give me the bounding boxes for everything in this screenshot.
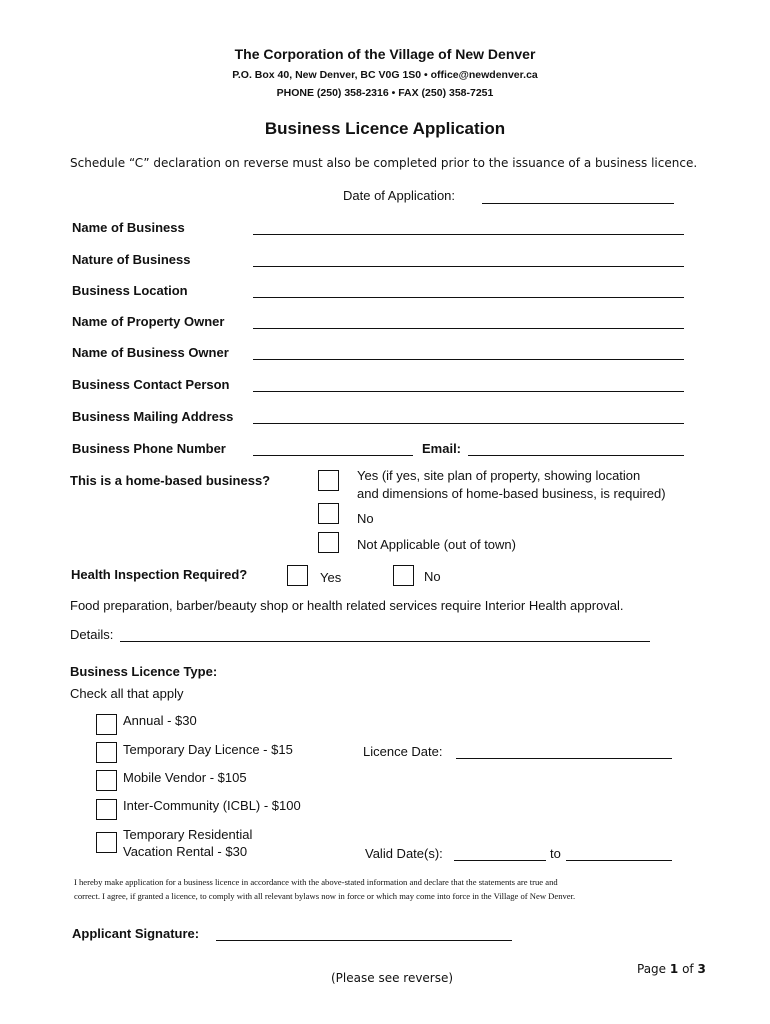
page-of: of	[682, 962, 694, 976]
temporary-day-checkbox[interactable]	[96, 742, 117, 763]
health-yes-label: Yes	[320, 570, 342, 585]
business-owner-label: Name of Business Owner	[72, 345, 229, 360]
phone-number-label: Business Phone Number	[72, 441, 226, 456]
mailing-address-field[interactable]	[253, 423, 684, 424]
signature-field[interactable]	[216, 940, 512, 941]
property-owner-label: Name of Property Owner	[72, 314, 225, 329]
inter-community-checkbox[interactable]	[96, 799, 117, 820]
business-location-label: Business Location	[72, 283, 188, 298]
mailing-address-label: Business Mailing Address	[72, 409, 234, 424]
home-based-question: This is a home-based business?	[70, 473, 271, 488]
contact-person-label: Business Contact Person	[72, 377, 230, 392]
licence-type-heading: Business Licence Type:	[70, 664, 218, 679]
nature-of-business-label: Nature of Business	[72, 252, 191, 267]
home-based-na-label: Not Applicable (out of town)	[357, 537, 516, 552]
nature-of-business-field[interactable]	[253, 266, 684, 267]
valid-dates-to-field[interactable]	[566, 860, 672, 861]
health-inspection-question: Health Inspection Required?	[71, 567, 248, 582]
valid-dates-from-field[interactable]	[454, 860, 546, 861]
page-title: Business Licence Application	[264, 119, 506, 138]
health-yes-checkbox[interactable]	[287, 565, 308, 586]
signature-label: Applicant Signature:	[72, 926, 200, 941]
home-based-yes-label-2: and dimensions of home-based business, is required)	[357, 486, 666, 501]
contact-person-field[interactable]	[253, 391, 684, 392]
page-number	[637, 962, 706, 976]
page-current: 1	[669, 962, 679, 976]
organization-phone: PHONE (250) 358-2316 • FAX (250) 358-7251	[276, 87, 494, 99]
home-based-na-checkbox[interactable]	[318, 532, 339, 553]
date-of-application-label: Date of Application:	[343, 188, 456, 203]
page-prefix: Page	[637, 962, 667, 976]
annual-label: Annual - $30	[123, 713, 197, 728]
organization-name: The Corporation of the Village of New Denver	[234, 46, 536, 62]
vacation-rental-label: Temporary Residential	[123, 827, 253, 842]
valid-dates-to-label: to	[550, 846, 561, 861]
declaration-line-2: correct. I agree, if granted a licence, to comply with all relevant bylaws now in force or which may come into force in the Village of New Denver.	[74, 891, 576, 901]
name-of-business-field[interactable]	[253, 234, 684, 235]
vacation-rental-checkbox[interactable]	[96, 832, 117, 853]
details-label: Details:	[70, 627, 114, 642]
vacation-rental-label-2: Vacation Rental - $30	[123, 844, 248, 859]
date-of-application-field[interactable]	[482, 203, 674, 204]
property-owner-field[interactable]	[253, 328, 684, 329]
health-no-checkbox[interactable]	[393, 565, 414, 586]
temporary-day-label: Temporary Day Licence - $15	[123, 742, 293, 757]
licence-type-subheading: Check all that apply	[70, 686, 184, 701]
email-label: Email:	[422, 441, 462, 456]
details-field[interactable]	[120, 641, 650, 642]
home-based-yes-label: Yes (if yes, site plan of property, showing location	[357, 468, 641, 483]
declaration-line-1: I hereby make application for a business licence in accordance with the above-stated information and declare that the statements are true and	[74, 877, 558, 887]
mobile-vendor-checkbox[interactable]	[96, 770, 117, 791]
licence-date-field[interactable]	[456, 758, 672, 759]
schedule-note: Schedule “C” declaration on reverse must also be completed prior to the issuance of a business licence.	[70, 156, 698, 170]
please-see-reverse: (Please see reverse)	[331, 971, 454, 985]
health-no-label: No	[424, 569, 441, 584]
home-based-no-checkbox[interactable]	[318, 503, 339, 524]
page-total: 3	[697, 962, 706, 976]
home-based-yes-checkbox[interactable]	[318, 470, 339, 491]
licence-date-label: Licence Date:	[363, 744, 443, 759]
email-field[interactable]	[468, 455, 684, 456]
home-based-no-label: No	[357, 511, 374, 526]
organization-address: P.O. Box 40, New Denver, BC V0G 1S0 • office@newdenver.ca	[232, 69, 538, 81]
business-location-field[interactable]	[253, 297, 684, 298]
annual-checkbox[interactable]	[96, 714, 117, 735]
business-owner-field[interactable]	[253, 359, 684, 360]
inter-community-label: Inter-Community (ICBL) - $100	[123, 798, 301, 813]
valid-dates-label: Valid Date(s):	[365, 846, 443, 861]
phone-number-field[interactable]	[253, 455, 413, 456]
name-of-business-label: Name of Business	[72, 220, 185, 235]
mobile-vendor-label: Mobile Vendor - $105	[123, 770, 247, 785]
health-note: Food preparation, barber/beauty shop or health related services require Interior Health approval.	[70, 598, 624, 613]
